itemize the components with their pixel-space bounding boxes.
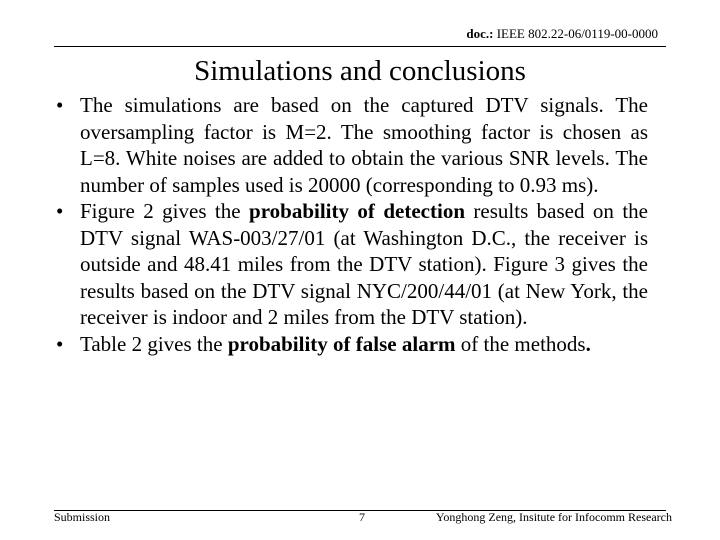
header-rule bbox=[54, 46, 666, 47]
doc-label: doc.: bbox=[466, 26, 494, 41]
bullet-detection-results bbox=[56, 198, 648, 331]
document-number bbox=[466, 26, 658, 42]
bold-term-probability-of-false-alarm: probability of false alarm bbox=[227, 331, 456, 356]
bullet-false-alarm bbox=[56, 331, 648, 358]
bullet-text: results based on the DTV signal WAS-003/27/01 (at Washington D.C., the receiver is outside and 48.41 miles from the DTV station). Figure 3 gives the results based on the DTV signal NYC/200/44/01 (at New York, the receiver is indoor and 2 miles from the DTV station). bbox=[80, 199, 649, 329]
bullet-text: Figure 2 gives the bbox=[80, 199, 250, 223]
bullet-text: Table 2 gives the bbox=[80, 331, 228, 356]
doc-number: IEEE 802.22-06/0119-00-0000 bbox=[496, 26, 658, 41]
bold-period: . bbox=[585, 331, 591, 356]
footer-submission: Submission bbox=[54, 510, 111, 524]
bullet-list bbox=[56, 92, 648, 357]
slide-title: Simulations and conclusions bbox=[194, 55, 526, 87]
bullet-text: of the methods bbox=[455, 331, 586, 356]
footer-author: Yonghong Zeng, Insitute for Infocomm Research bbox=[435, 510, 672, 524]
bullet-text: The simulations are based on the captured DTV signals. The oversampling factor is M=2. The smoothing factor is chosen as L=8. White noises are added to obtain the various SNR levels. The number of samples used is 20000 (corresponding to 0.93 ms). bbox=[80, 93, 648, 197]
bullet-simulation-setup bbox=[56, 92, 648, 198]
footer-page-number: 7 bbox=[359, 510, 365, 524]
bold-term-probability-of-detection: probability of detection bbox=[249, 199, 465, 223]
